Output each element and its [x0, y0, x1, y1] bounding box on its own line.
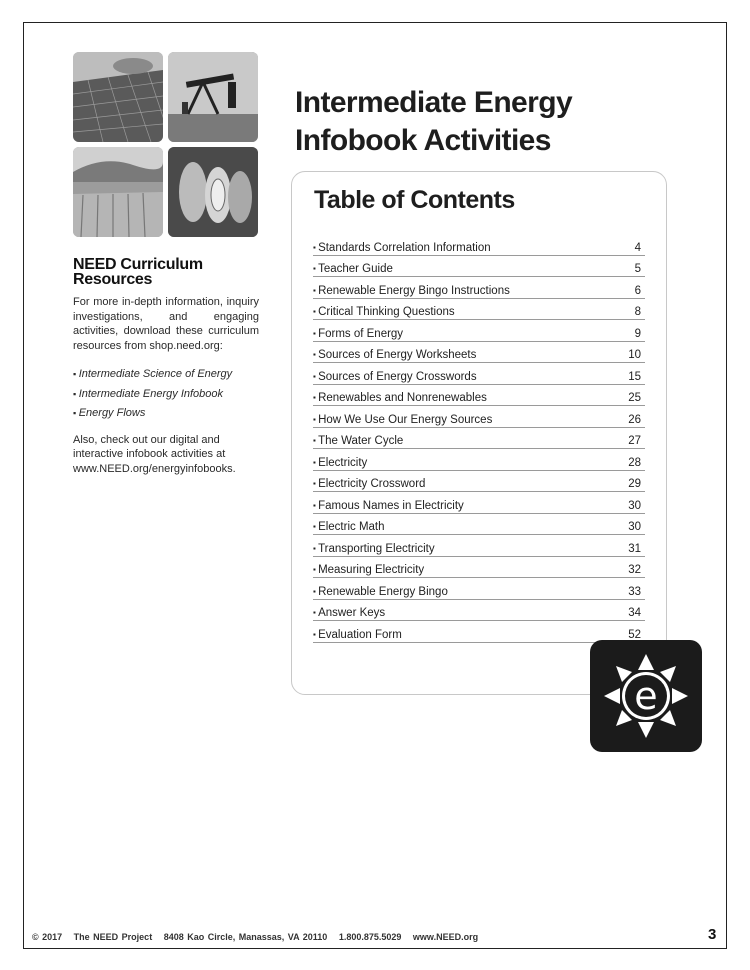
toc-entry[interactable] — [313, 277, 645, 299]
toc-entry-page: 30 — [628, 521, 641, 533]
toc-entry-title: ▪ Renewables and Nonrenewables — [313, 392, 487, 404]
toc-entry-page: 28 — [628, 456, 641, 469]
toc-entry[interactable] — [313, 320, 645, 342]
footer — [32, 932, 486, 942]
dam-photo — [73, 147, 163, 237]
toc-entry-title: ▪ Transporting Electricity — [313, 543, 435, 555]
toc-entry-title: ▪ Renewable Energy Bingo Instructions — [313, 285, 510, 297]
toc-entry[interactable] — [313, 514, 645, 536]
toc-entry[interactable] — [313, 578, 645, 600]
toc-heading: Table of Contents — [314, 186, 515, 214]
footer-address: 8408 Kao Circle, Manassas, VA 20110 — [163, 932, 328, 942]
photo-collage — [73, 52, 258, 237]
toc-entry-page: 32 — [628, 564, 641, 576]
toc-entry-title: ▪ Sources of Energy Crosswords — [313, 371, 477, 383]
toc-entry-page: 30 — [628, 499, 641, 512]
toc-entry-page: 29 — [628, 478, 641, 490]
toc-entry-page: 10 — [628, 349, 641, 361]
toc-entry[interactable] — [313, 600, 645, 622]
toc-entry[interactable] — [313, 471, 645, 493]
toc-list — [313, 234, 645, 643]
toc-entry-page: 6 — [634, 284, 641, 297]
toc-entry[interactable] — [313, 234, 645, 256]
toc-entry-title: ▪ Teacher Guide — [313, 263, 393, 275]
footer-copyright: © 2017 — [32, 932, 63, 942]
toc-entry-page: 52 — [628, 628, 641, 641]
toc-entry-title: ▪ Electricity — [313, 457, 367, 469]
toc-entry-title: ▪ The Water Cycle — [313, 435, 403, 447]
toc-entry[interactable] — [313, 363, 645, 385]
footer-phone: 1.800.875.5029 — [338, 932, 402, 942]
resource-list — [73, 367, 259, 421]
toc-entry-title: ▪ Standards Correlation Information — [313, 242, 491, 254]
need-e-logo-icon — [590, 640, 702, 752]
page-title-line-2: Infobook Activities — [295, 124, 551, 157]
page-title — [295, 84, 695, 160]
toc-entry-title: ▪ Renewable Energy Bingo — [313, 586, 448, 598]
toc-entry[interactable] — [313, 492, 645, 514]
toc-entry[interactable] — [313, 385, 645, 407]
toc-entry[interactable] — [313, 449, 645, 471]
page-title-line-1: Intermediate Energy — [295, 86, 573, 119]
toc-entry-page: 33 — [628, 585, 641, 598]
resource-item: ▪ Intermediate Science of Energy — [73, 367, 259, 382]
toc-entry-title: ▪ Electric Math — [313, 521, 385, 533]
toc-entry-page: 25 — [628, 392, 641, 404]
footer-web[interactable]: www.NEED.org — [412, 932, 479, 942]
solar-panels-photo — [73, 52, 163, 142]
toc-entry-page: 15 — [628, 370, 641, 383]
toc-entry[interactable] — [313, 299, 645, 321]
toc-entry[interactable] — [313, 535, 645, 557]
svg-text:e: e — [634, 674, 658, 718]
toc-entry-title: ▪ Measuring Electricity — [313, 564, 424, 576]
sidebar — [73, 258, 259, 476]
sidebar-heading: NEED Curriculum Resources — [73, 256, 203, 288]
toc-entry-title: ▪ Critical Thinking Questions — [313, 306, 455, 318]
toc-entry-title: ▪ Electricity Crossword — [313, 478, 425, 490]
toc-entry-title: ▪ Answer Keys — [313, 607, 385, 619]
toc-entry-page: 34 — [628, 607, 641, 619]
toc-entry-title: ▪ Famous Names in Electricity — [313, 500, 464, 512]
toc-entry[interactable] — [313, 406, 645, 428]
toc-entry-page: 5 — [634, 263, 641, 275]
toc-entry-title: ▪ How We Use Our Energy Sources — [313, 414, 492, 426]
toc-entry-page: 26 — [628, 413, 641, 426]
sidebar-outro: Also, check out our digital and interactive infobook activities at www.NEED.org/energyinfobooks. — [73, 433, 236, 475]
toc-entry[interactable] — [313, 342, 645, 364]
toc-entry-page: 27 — [628, 435, 641, 447]
toc-entry[interactable] — [313, 557, 645, 579]
toc-entry-title: ▪ Evaluation Form — [313, 629, 402, 641]
page-number: 3 — [708, 926, 717, 943]
toc-entry-page: 9 — [634, 327, 641, 340]
toc-entry-page: 31 — [628, 542, 641, 555]
oil-pump-photo — [168, 52, 258, 142]
resource-item: ▪ Intermediate Energy Infobook — [73, 387, 259, 402]
toc-entry-title: ▪ Forms of Energy — [313, 328, 403, 340]
footer-org: The NEED Project — [73, 932, 153, 942]
toc-entry-page: 8 — [634, 306, 641, 318]
toc-entry[interactable] — [313, 256, 645, 278]
toc-entry-title: ▪ Sources of Energy Worksheets — [313, 349, 476, 361]
toc-entry[interactable] — [313, 428, 645, 450]
electric-meters-photo — [168, 147, 258, 237]
sidebar-intro: For more in-depth information, inquiry investigations, and engaging activities, download these curriculum resources from shop.need.org: — [73, 296, 259, 352]
resource-item: ▪ Energy Flows — [73, 406, 259, 421]
toc-entry-page: 4 — [634, 241, 641, 254]
